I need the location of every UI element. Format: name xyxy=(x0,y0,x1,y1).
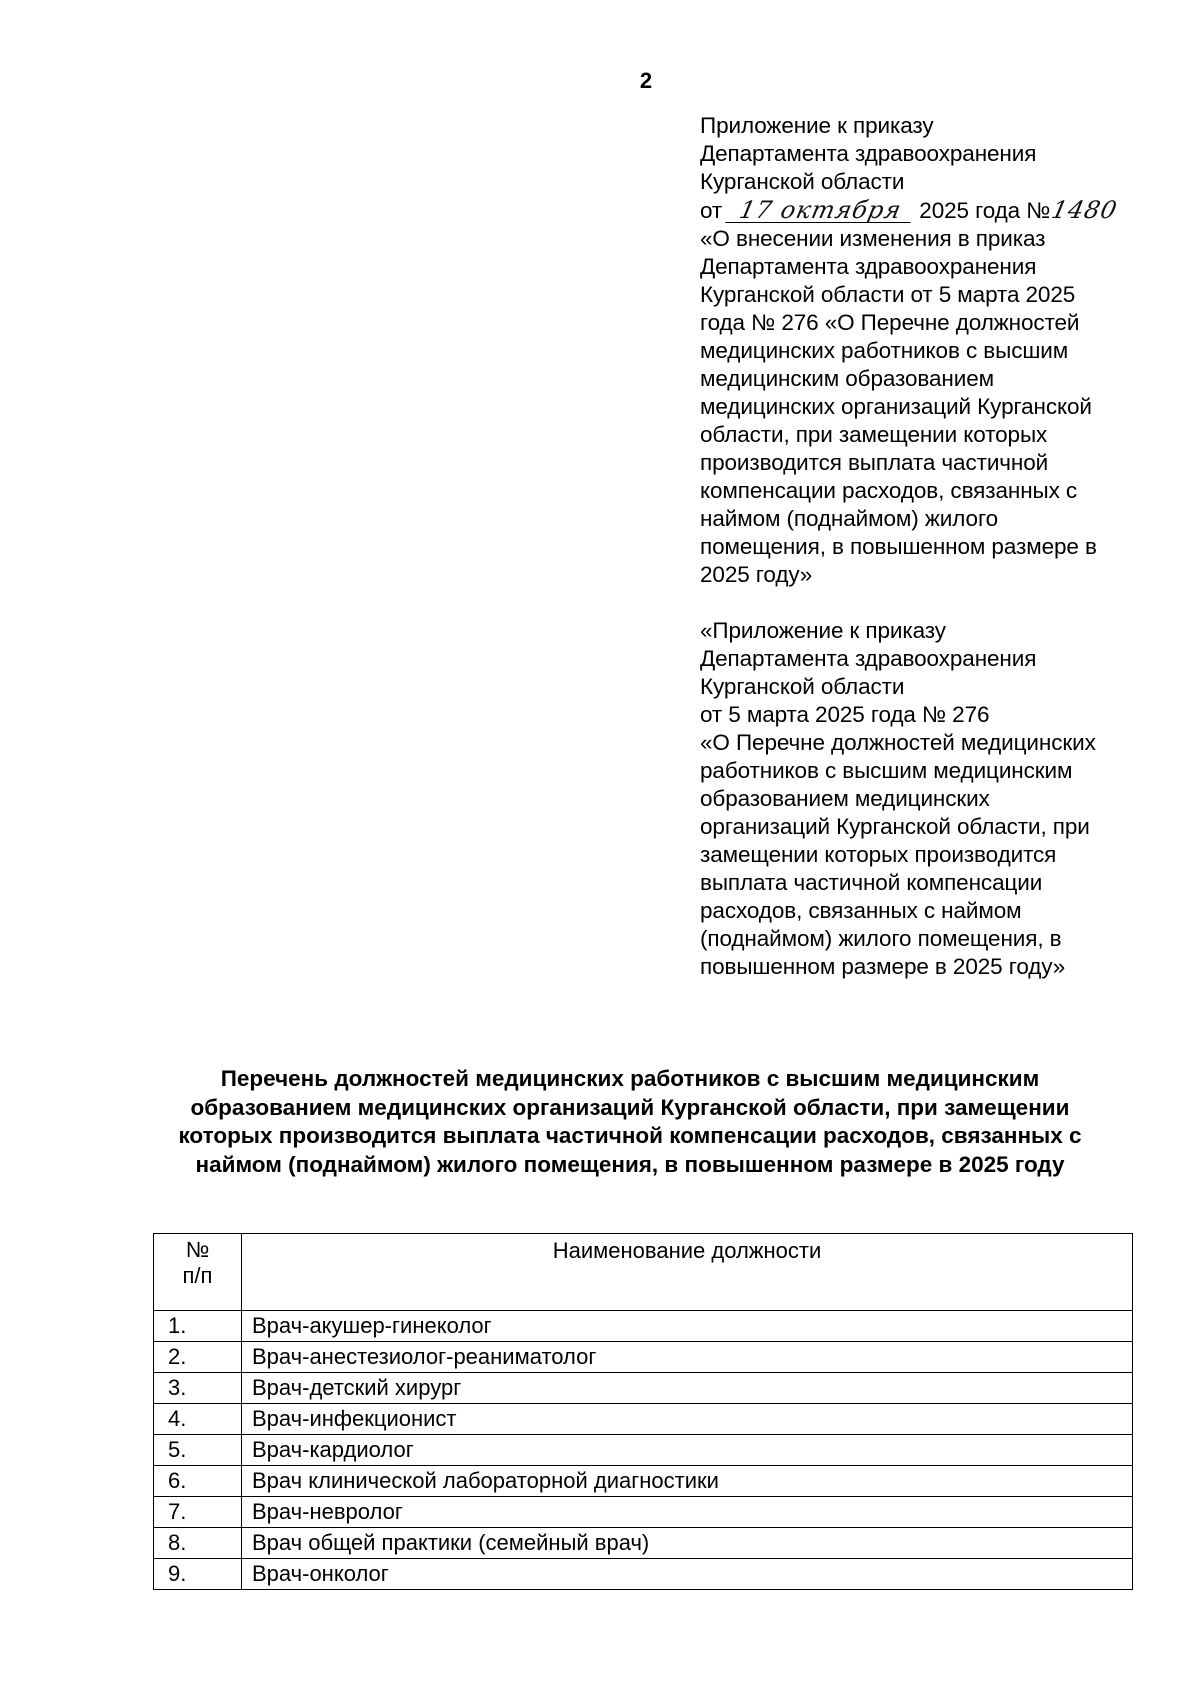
second-block-line: повышенном размере в 2025 году» xyxy=(700,954,1066,979)
subject-line: области, при замещении которых xyxy=(700,422,1048,447)
title-line: Перечень должностей медицинских работников с высшим медицинским xyxy=(220,1066,1040,1091)
table-row xyxy=(154,1404,1133,1435)
subject-line: помещения, в повышенном размере в xyxy=(700,534,1097,559)
title-line: образованием медицинских организаций Курганской области, при замещении xyxy=(190,1094,1070,1120)
subject-line: медицинских работников с высшим xyxy=(700,338,1069,363)
second-block-line: Департамента здравоохранения xyxy=(700,646,1037,671)
table-header-row xyxy=(154,1234,1133,1311)
table-row xyxy=(154,1559,1133,1590)
row-number: 7. xyxy=(154,1497,242,1528)
subject-line: наймом (поднаймом) жилого xyxy=(700,506,998,531)
position-name: Врач-невролог xyxy=(242,1497,1133,1528)
handwritten-date: 17 октября xyxy=(726,198,916,223)
name-column-header: Наименование должности xyxy=(242,1234,1133,1311)
header-line: Приложение к приказу xyxy=(700,113,934,138)
subject-line: «О внесении изменения в приказ xyxy=(700,226,1046,251)
subject-line: Курганской области от 5 марта 2025 xyxy=(700,282,1076,307)
second-block-line: работников с высшим медицинским xyxy=(700,758,1073,783)
table-row xyxy=(154,1435,1133,1466)
subject-line: 2025 году» xyxy=(700,562,813,587)
second-block-line: организаций Курганской области, при xyxy=(700,814,1090,839)
table-row xyxy=(154,1466,1133,1497)
position-name: Врач-акушер-гинеколог xyxy=(242,1311,1133,1342)
position-name: Врач-анестезиолог-реаниматолог xyxy=(242,1342,1133,1373)
subject-line: Департамента здравоохранения xyxy=(700,254,1037,279)
subject-line: медицинских организаций Курганской xyxy=(700,394,1092,419)
row-number: 4. xyxy=(154,1404,242,1435)
second-block-line: Курганской области xyxy=(700,674,905,699)
second-block-line: замещении которых производится xyxy=(700,842,1057,867)
table-row xyxy=(154,1497,1133,1528)
header-line: Курганской области xyxy=(700,169,905,194)
row-number: 2. xyxy=(154,1342,242,1373)
position-name: Врач клинической лабораторной диагностики xyxy=(242,1466,1133,1497)
subject-line: производится выплата частичной xyxy=(700,450,1049,475)
position-name: Врач-онколог xyxy=(242,1559,1133,1590)
number-header-symbol: № xyxy=(185,1237,210,1262)
number-header-abbr: п/п xyxy=(182,1263,213,1288)
second-block-line: выплата частичной компенсации xyxy=(700,870,1043,895)
row-number: 1. xyxy=(154,1311,242,1342)
positions-table xyxy=(153,1233,1133,1590)
order-year-text: 2025 года № xyxy=(919,198,1051,223)
spacer xyxy=(700,589,1145,617)
table-row xyxy=(154,1373,1133,1404)
second-block-line: «О Перечне должностей медицинских xyxy=(700,730,1096,755)
second-block-line: образованием медицинских xyxy=(700,786,990,811)
row-number: 9. xyxy=(154,1559,242,1590)
position-name: Врач-кардиолог xyxy=(242,1435,1133,1466)
subject-line: медицинским образованием xyxy=(700,366,994,391)
appendix-header xyxy=(700,112,1145,981)
second-block-line: от 5 марта 2025 года № 276 xyxy=(700,702,990,727)
second-block-line: «Приложение к приказу xyxy=(700,618,946,643)
row-number: 8. xyxy=(154,1528,242,1559)
handwritten-order-number: 1480 xyxy=(1049,196,1121,224)
row-number: 6. xyxy=(154,1466,242,1497)
position-name: Врач-детский хирург xyxy=(242,1373,1133,1404)
second-block-line: (поднаймом) жилого помещения, в xyxy=(700,926,1062,951)
title-line: которых производится выплата частичной компенсации расходов, связанных с xyxy=(178,1123,1082,1148)
number-column-header xyxy=(154,1234,242,1311)
table-row xyxy=(154,1528,1133,1559)
subject-line: года № 276 «О Перечне должностей xyxy=(700,310,1080,335)
subject-line: компенсации расходов, связанных с xyxy=(700,478,1078,503)
page-number: 2 xyxy=(639,68,653,93)
row-number: 3. xyxy=(154,1373,242,1404)
position-name: Врач-инфекционист xyxy=(242,1404,1133,1435)
row-number: 5. xyxy=(154,1435,242,1466)
header-line: Департамента здравоохранения xyxy=(700,141,1037,166)
order-date-line xyxy=(700,196,1145,225)
second-block-line: расходов, связанных с наймом xyxy=(700,898,1022,923)
order-prefix: от xyxy=(700,198,723,223)
document-title xyxy=(130,1065,1130,1179)
title-line: наймом (поднаймом) жилого помещения, в повышенном размере в 2025 году xyxy=(195,1151,1065,1177)
table-row xyxy=(154,1311,1133,1342)
table-row xyxy=(154,1342,1133,1373)
position-name: Врач общей практики (семейный врач) xyxy=(242,1528,1133,1559)
